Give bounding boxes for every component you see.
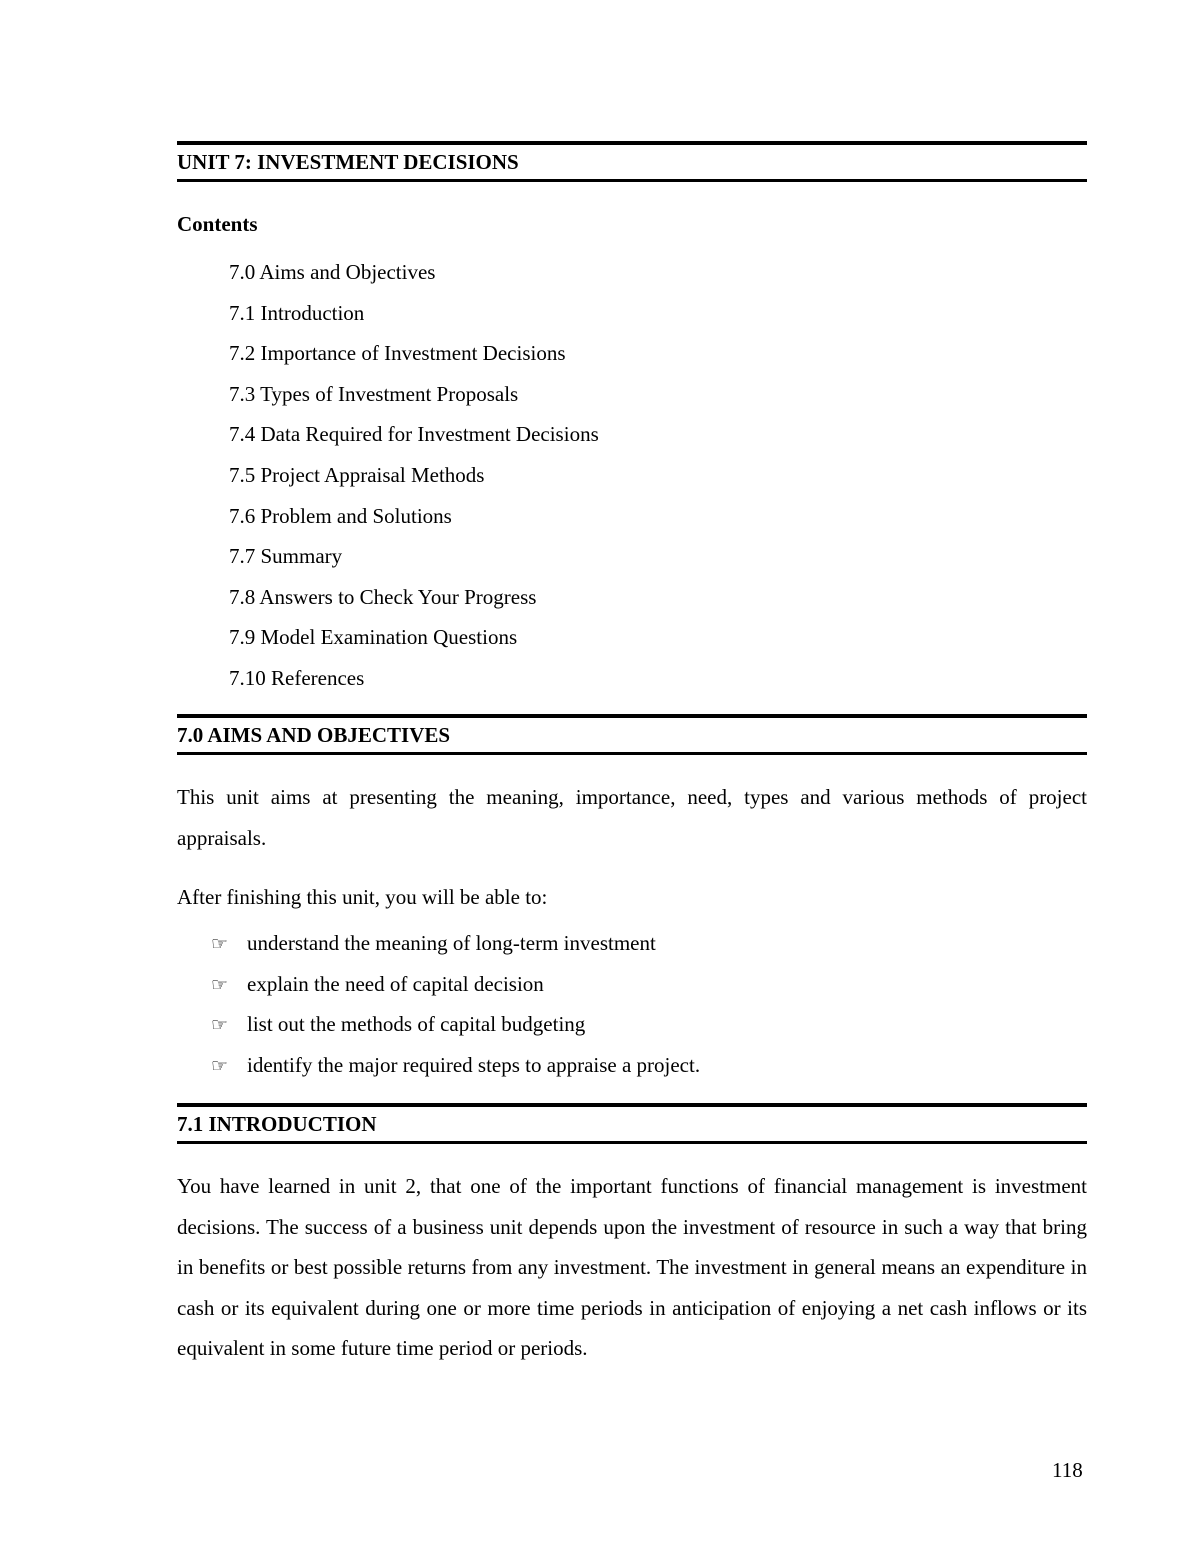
aims-paragraph: This unit aims at presenting the meaning, importance, need, types and various methods of project appraisals. <box>177 785 1087 850</box>
toc-item: 7.3 Types of Investment Proposals <box>229 381 519 406</box>
unit-heading-block <box>177 141 1087 182</box>
objective-text: identify the major required steps to appraise a project. <box>247 1052 701 1077</box>
pointing-hand-icon: ☞ <box>211 933 229 955</box>
pointing-hand-icon: ☞ <box>211 1014 229 1037</box>
list-item <box>211 923 700 964</box>
toc-item: 7.1 Introduction <box>229 300 365 325</box>
toc-item: 7.10 References <box>229 665 365 690</box>
introduction-paragraph: You have learned in unit 2, that one of the important functions of financial management is investment decisions. The success of a business unit depends upon the investment of resource in such a way that bring in benefits or best possible returns from any investment. The investment in general means an expenditure in cash or its equivalent during one or more time periods in anticipation of enjoying a net cash inflows or its equivalent in some future time period or periods. <box>177 1174 1087 1361</box>
list-item <box>211 1004 700 1045</box>
unit-heading: UNIT 7: INVESTMENT DECISIONS <box>177 150 519 174</box>
list-item <box>211 964 700 1005</box>
objective-text: explain the need of capital decision <box>247 971 544 996</box>
introduction-heading: 7.1 INTRODUCTION <box>177 1112 377 1136</box>
objective-text: understand the meaning of long-term investment <box>247 931 656 955</box>
toc-item: 7.5 Project Appraisal Methods <box>229 462 485 487</box>
toc-item: 7.8 Answers to Check Your Progress <box>229 584 537 609</box>
toc-item: 7.9 Model Examination Questions <box>229 625 518 650</box>
list-item <box>211 1045 700 1086</box>
toc-item: 7.2 Importance of Investment Decisions <box>229 341 566 366</box>
toc-item: 7.0 Aims and Objectives <box>229 260 436 284</box>
toc-item: 7.4 Data Required for Investment Decisions <box>229 422 599 447</box>
objective-text: list out the methods of capital budgeting <box>247 1012 586 1037</box>
page-number: 118 <box>1052 1458 1083 1482</box>
objectives-list <box>211 923 700 1085</box>
table-of-contents <box>229 252 599 699</box>
introduction-heading-block <box>177 1103 1087 1144</box>
pointing-hand-icon: ☞ <box>211 1054 229 1077</box>
contents-title: Contents <box>177 212 258 236</box>
aims-heading: 7.0 AIMS AND OBJECTIVES <box>177 723 451 747</box>
aims-heading-block <box>177 714 1087 755</box>
pointing-hand-icon: ☞ <box>211 973 229 996</box>
toc-item: 7.6 Problem and Solutions <box>229 503 452 528</box>
toc-item: 7.7 Summary <box>229 544 343 569</box>
aims-lead-in: After finishing this unit, you will be able to: <box>177 885 548 909</box>
